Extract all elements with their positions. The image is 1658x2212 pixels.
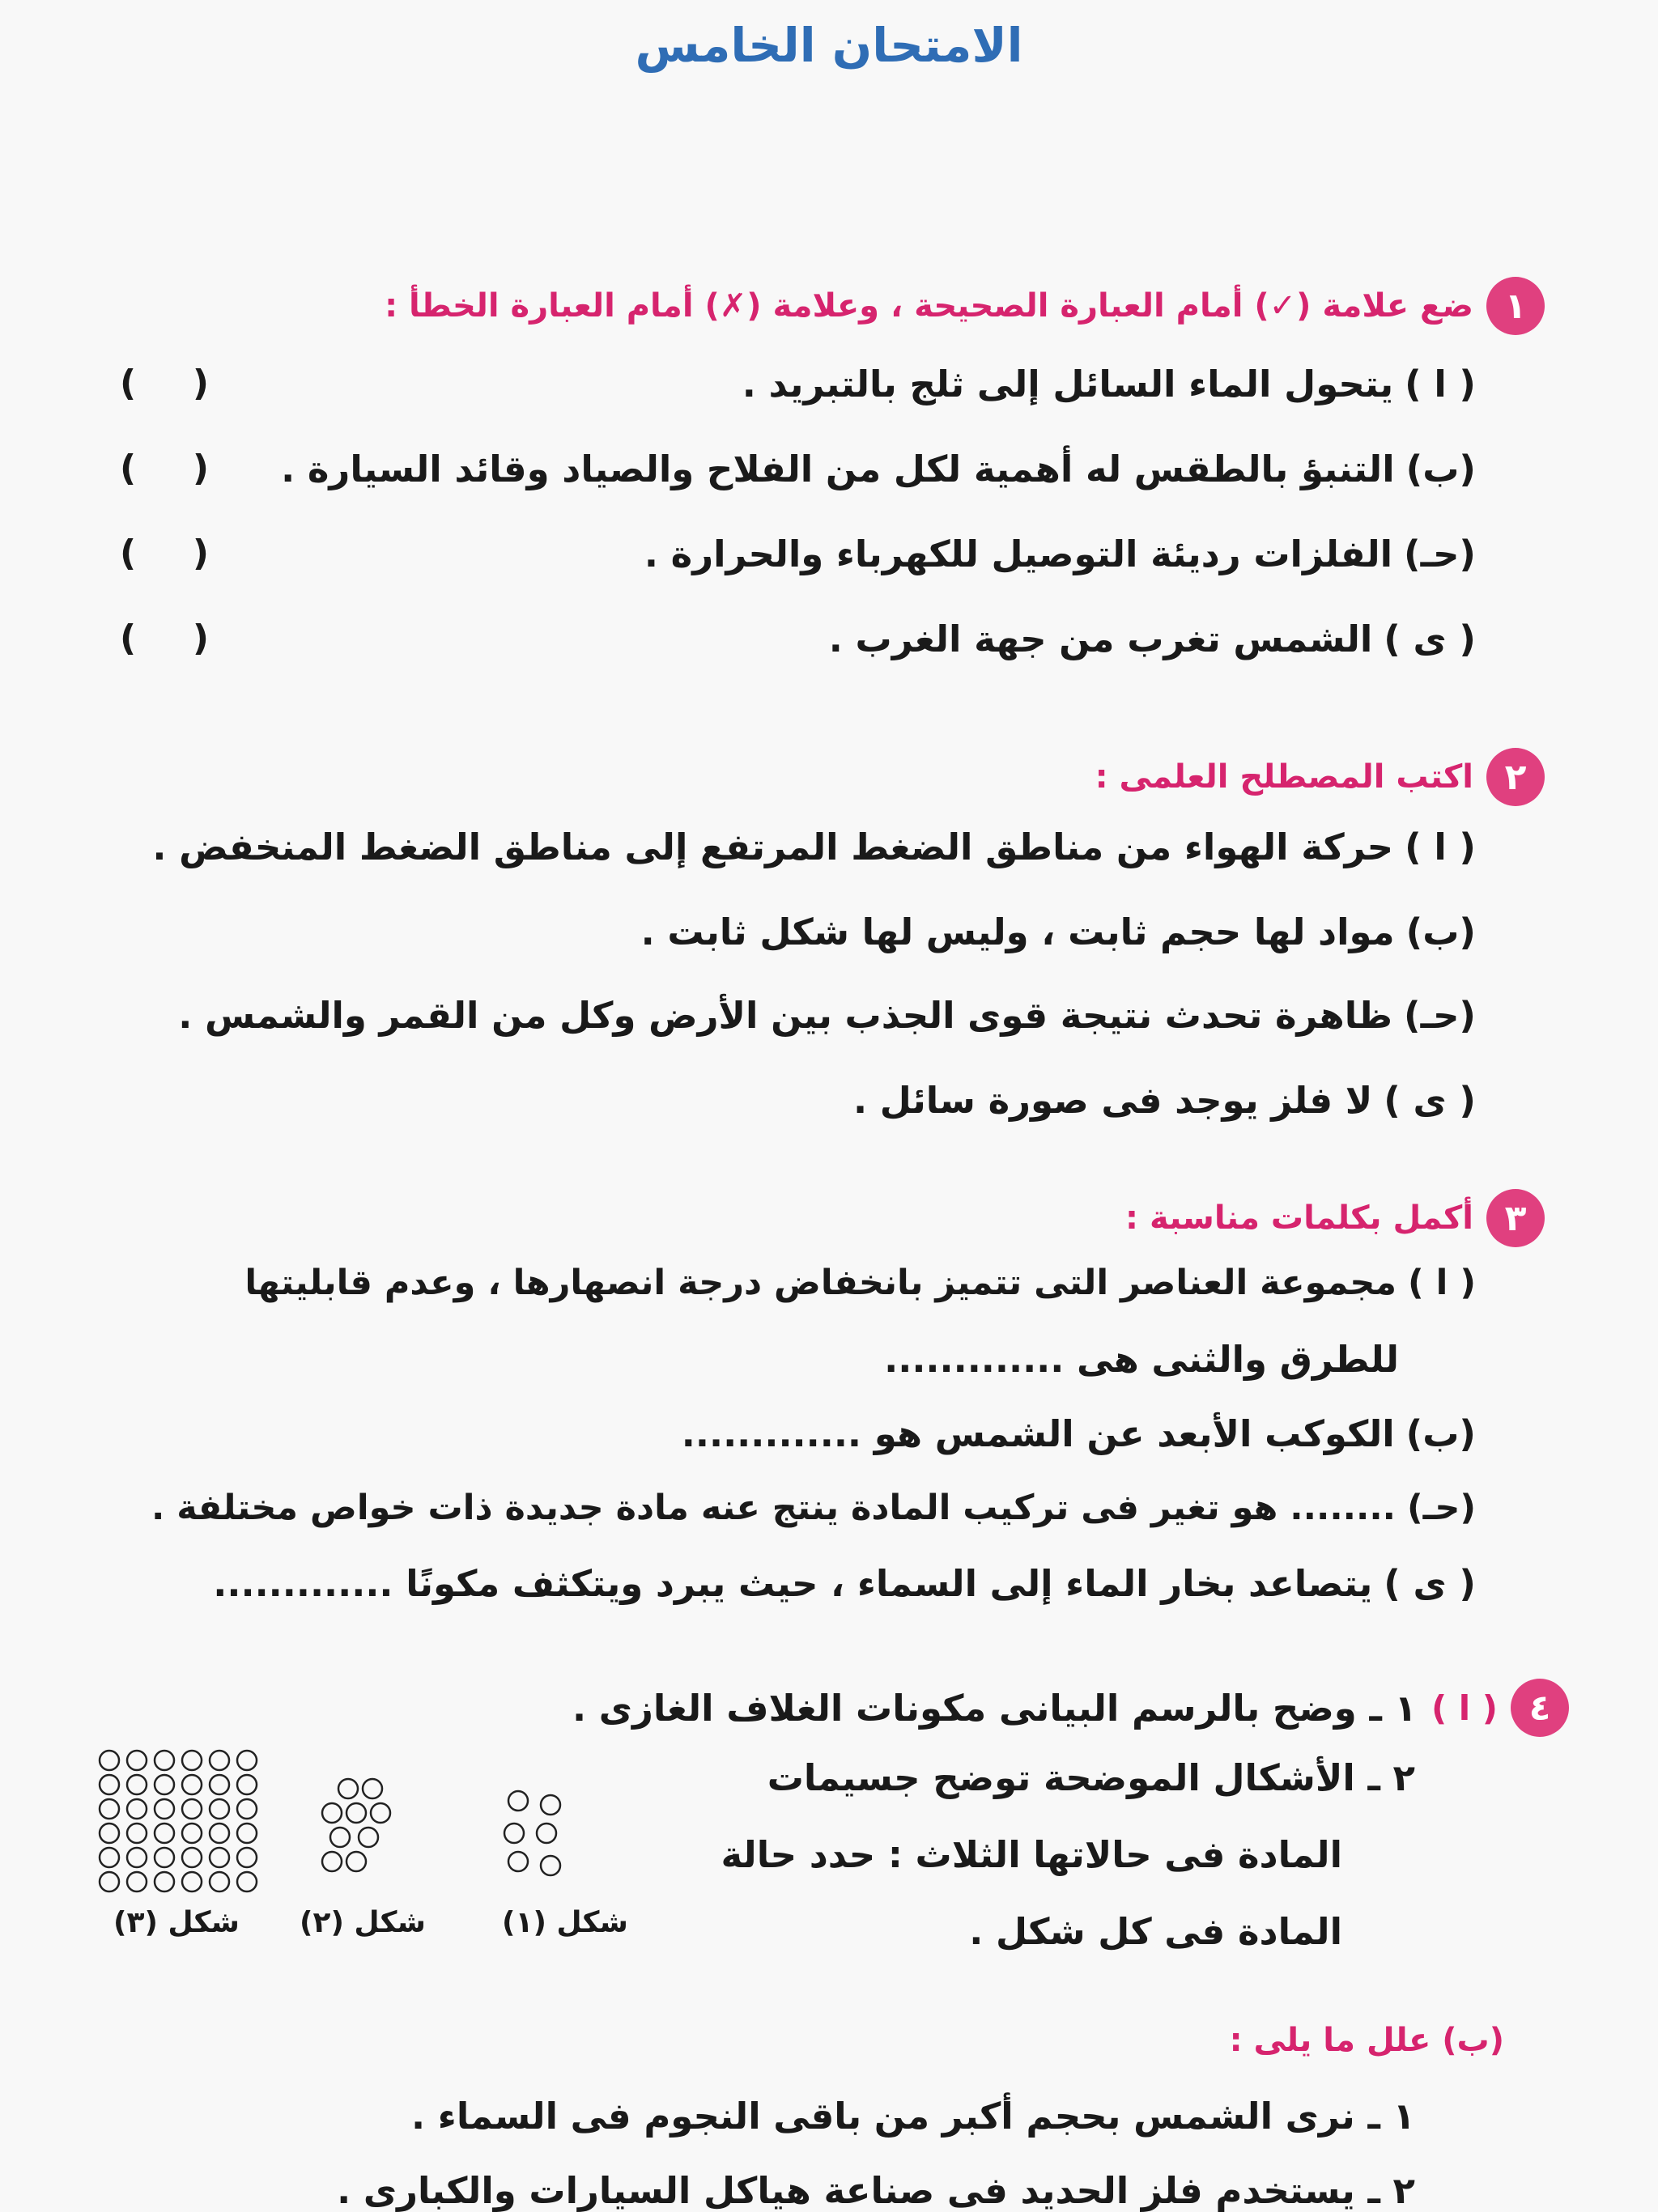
item-text: الكوكب الأبعد عن الشمس هو .............	[681, 1412, 1395, 1455]
item-label: ( ى )	[1384, 618, 1476, 660]
solid-particle	[210, 1751, 229, 1770]
answer-parens-a[interactable]	[120, 363, 209, 404]
q3-item-a	[244, 1263, 1476, 1303]
item-text: يتصاعد بخار الماء إلى السماء ، حيث يبرد ويتكثف مكونًا .............	[213, 1562, 1373, 1605]
item-text: الشمس تغرب من جهة الغرب .	[828, 618, 1373, 660]
q4-number-badge: ٤	[1511, 1679, 1569, 1737]
answer-parens-d[interactable]	[120, 618, 209, 659]
solid-particle	[155, 1824, 174, 1843]
solid-particle	[100, 1775, 119, 1794]
q4-part-a-line-3: المادة فى حالاتها الثلاث : حدد حالة	[721, 1833, 1342, 1876]
q3-number-badge: ٣	[1486, 1189, 1545, 1247]
item-text: لا فلز يوجد فى صورة سائل .	[852, 1079, 1373, 1122]
particle-figures	[97, 1744, 628, 1947]
solid-particle	[182, 1799, 202, 1819]
solid-particle	[237, 1824, 257, 1843]
solid-particle	[155, 1872, 174, 1891]
solid-particle	[182, 1872, 202, 1891]
item-text: مواد لها حجم ثابت ، وليس لها شكل ثابت .	[640, 911, 1395, 953]
figure-1-gas-particles	[504, 1791, 560, 1875]
gas-particle	[508, 1791, 528, 1811]
q3-item-a-cont	[884, 1338, 1399, 1381]
q4-part-a-label: ( ا )	[1431, 1688, 1498, 1728]
item-text: التنبؤ بالطقس له أهمية لكل من الفلاح والصياد وقائد السيارة .	[281, 448, 1395, 490]
liquid-particle	[371, 1803, 390, 1823]
solid-particle	[127, 1799, 147, 1819]
solid-particle	[127, 1848, 147, 1867]
liquid-particle	[346, 1852, 366, 1871]
solid-particle	[210, 1872, 229, 1891]
gas-particle	[537, 1824, 556, 1843]
paren-open: (	[192, 448, 209, 489]
paren-close: )	[120, 618, 137, 659]
paren-close: )	[120, 448, 137, 489]
answer-parens-b[interactable]	[120, 448, 209, 489]
q1-item-c	[644, 533, 1476, 575]
solid-particle	[237, 1775, 257, 1794]
item-label: (ب)	[1405, 911, 1476, 953]
solid-particle	[210, 1824, 229, 1843]
q2-item-b	[641, 911, 1476, 953]
item-label: ( ا )	[1408, 1263, 1476, 1303]
q2-item-c	[178, 994, 1476, 1037]
solid-particle	[237, 1848, 257, 1867]
q4-part-a-line-1: ١ ـ وضح بالرسم البيانى مكونات الغلاف الغازى .	[572, 1686, 1417, 1730]
figure-2-label: شكل (٢)	[300, 1906, 426, 1939]
figure-2-liquid-particles	[322, 1779, 390, 1871]
q3-item-c	[151, 1488, 1476, 1528]
item-label: (حـ)	[1404, 994, 1476, 1037]
solid-particle	[237, 1751, 257, 1770]
q3-heading	[1125, 1190, 1545, 1246]
solid-particle	[127, 1872, 147, 1891]
solid-particle	[182, 1775, 202, 1794]
paren-close: )	[120, 363, 137, 404]
solid-particle	[127, 1751, 147, 1770]
solid-particle	[210, 1775, 229, 1794]
q1-heading-text: ضع علامة (✓) أمام العبارة الصحيحة ، وعلامة (✗) أمام العبارة الخطأ :	[385, 287, 1473, 325]
liquid-particle	[363, 1779, 382, 1798]
q2-item-d	[853, 1079, 1476, 1122]
q2-heading-text: اكتب المصطلح العلمى :	[1095, 758, 1473, 796]
q1-number-badge: ١	[1486, 277, 1545, 335]
gas-particle	[508, 1852, 528, 1871]
solid-particle	[237, 1799, 257, 1819]
q1-heading	[385, 278, 1545, 334]
solid-particle	[210, 1848, 229, 1867]
item-label: ( ى )	[1384, 1079, 1476, 1122]
liquid-particle	[322, 1852, 342, 1871]
figure-1-label: شكل (١)	[502, 1906, 628, 1939]
gas-particle	[504, 1824, 524, 1843]
item-label: ( ى )	[1384, 1562, 1476, 1605]
solid-particle	[100, 1799, 119, 1819]
item-label: ( ا )	[1405, 363, 1476, 405]
solid-particle	[127, 1824, 147, 1843]
item-text: الفلزات رديئة التوصيل للكهرباء والحرارة .	[644, 533, 1393, 575]
item-text: للطرق والثنى هى .............	[884, 1338, 1399, 1381]
solid-particle	[155, 1751, 174, 1770]
paren-close: )	[120, 533, 137, 574]
item-label: (ب)	[1405, 1412, 1476, 1455]
q3-heading-text: أكمل بكلمات مناسبة :	[1125, 1199, 1473, 1237]
solid-particle	[155, 1775, 174, 1794]
item-text: يتحول الماء السائل إلى ثلج بالتبريد .	[742, 363, 1394, 405]
solid-particle	[127, 1775, 147, 1794]
item-text: مجموعة العناصر التى تتميز بانخفاض درجة انصهارها ، وعدم قابليتها	[244, 1263, 1397, 1303]
item-label: (ب)	[1405, 448, 1476, 490]
liquid-particle	[359, 1828, 378, 1847]
liquid-particle	[338, 1779, 358, 1798]
q4-part-a-line-4: المادة فى كل شكل .	[969, 1910, 1342, 1953]
q1-item-b	[281, 448, 1476, 490]
item-text: ........ هو تغير فى تركيب المادة ينتج عنه مادة جديدة ذات خواص مختلفة .	[151, 1488, 1396, 1528]
solid-particle	[100, 1751, 119, 1770]
liquid-particle	[322, 1803, 342, 1823]
solid-particle	[237, 1872, 257, 1891]
liquid-particle	[346, 1803, 366, 1823]
q2-item-a	[152, 826, 1476, 868]
q4-part-b-heading: (ب) علل ما يلى :	[1229, 2022, 1504, 2059]
paren-open: (	[192, 533, 209, 574]
figure-3-label: شكل (٣)	[113, 1906, 240, 1939]
solid-particle	[182, 1824, 202, 1843]
item-label: (حـ)	[1407, 1488, 1476, 1528]
solid-particle	[182, 1751, 202, 1770]
q1-item-d	[829, 618, 1476, 660]
item-text: حركة الهواء من مناطق الضغط المرتفع إلى مناطق الضغط المنخفض .	[152, 826, 1394, 868]
item-label: (حـ)	[1404, 533, 1476, 575]
q2-number-badge: ٢	[1486, 748, 1545, 806]
solid-particle	[100, 1824, 119, 1843]
q3-item-d	[213, 1562, 1476, 1605]
q4-heading	[572, 1679, 1569, 1736]
item-label: ( ا )	[1405, 826, 1476, 868]
q3-item-b	[682, 1412, 1476, 1455]
solid-particle	[155, 1799, 174, 1819]
exam-title: الامتحان الخامس	[635, 18, 1023, 73]
figure-3-solid-particles	[100, 1751, 257, 1891]
q4-part-a-line-2: ٢ ـ الأشكال الموضحة توضح جسيمات	[767, 1756, 1415, 1799]
solid-particle	[210, 1799, 229, 1819]
gas-particle	[541, 1856, 560, 1875]
solid-particle	[100, 1872, 119, 1891]
answer-parens-c[interactable]	[120, 533, 209, 574]
q4-part-b-item-1: ١ ـ نرى الشمس بحجم أكبر من باقى النجوم فى السماء .	[411, 2095, 1415, 2138]
q2-heading	[1095, 749, 1545, 805]
q4-part-b-item-2: ٢ ـ يستخدم فلز الحديد فى صناعة هياكل السيارات والكبارى .	[337, 2169, 1415, 2212]
liquid-particle	[330, 1828, 350, 1847]
solid-particle	[182, 1848, 202, 1867]
solid-particle	[155, 1848, 174, 1867]
paren-open: (	[192, 363, 209, 404]
paren-open: (	[192, 618, 209, 659]
gas-particle	[541, 1795, 560, 1815]
solid-particle	[100, 1848, 119, 1867]
q1-item-a	[742, 363, 1476, 405]
particle-figures-svg	[97, 1744, 615, 1906]
item-text: ظاهرة تحدث نتيجة قوى الجذب بين الأرض وكل من القمر والشمس .	[178, 994, 1393, 1037]
